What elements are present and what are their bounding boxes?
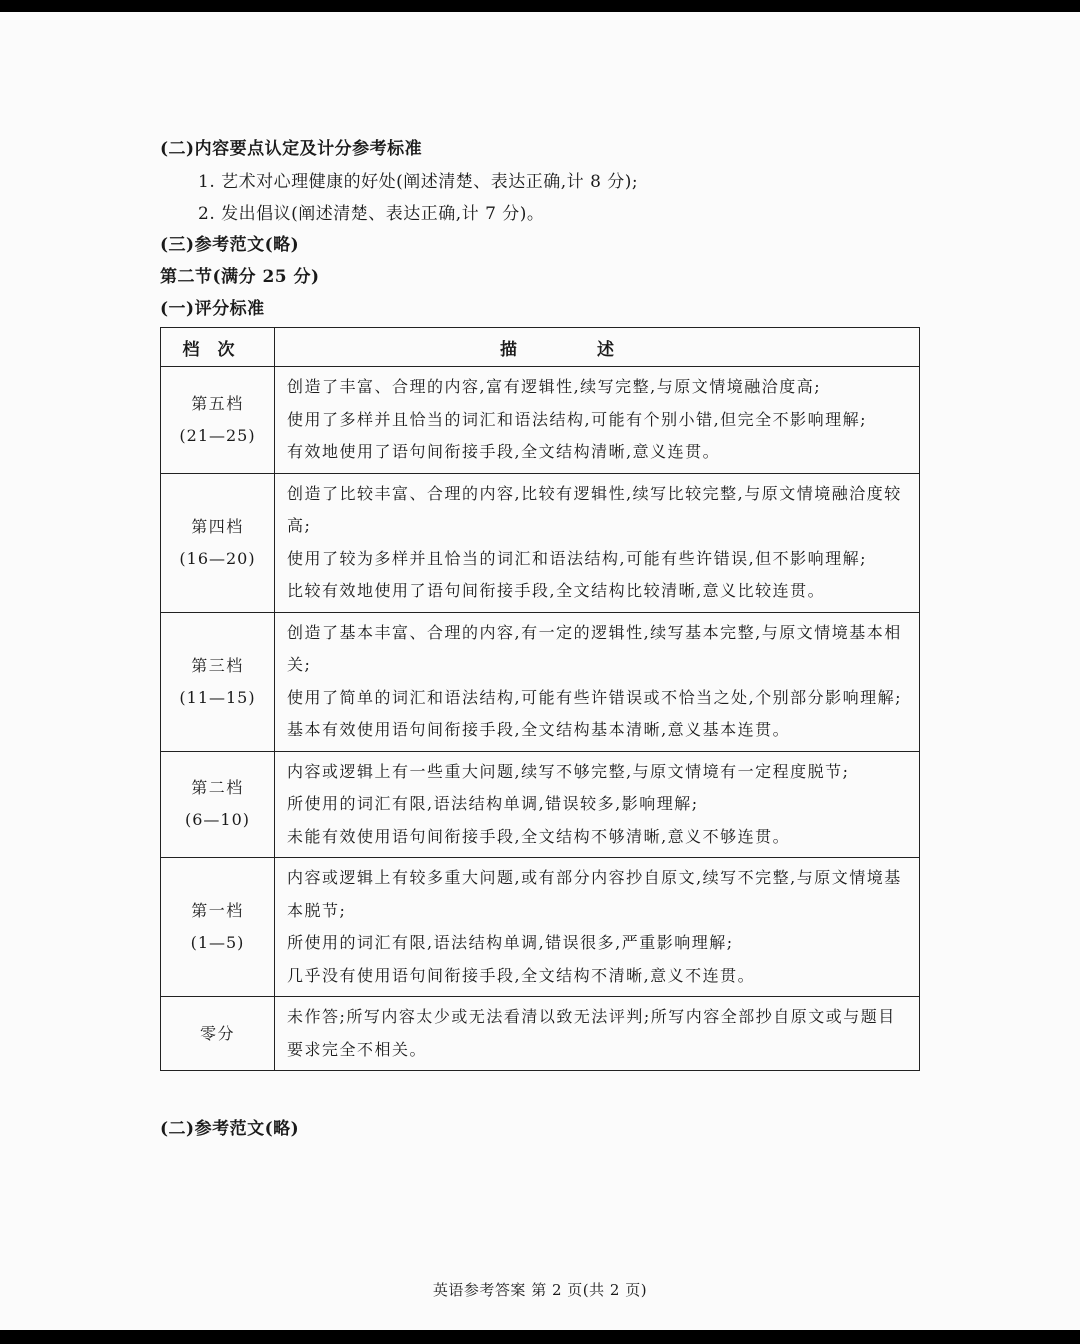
level-name: 第二档: [191, 778, 244, 798]
grading-table: [160, 327, 920, 1071]
description-line: 使用了多样并且恰当的词汇和语法结构,可能有个别小错,但完全不影响理解;: [287, 409, 868, 429]
content-point-2: 2. 发出倡议(阐述清楚、表达正确,计 7 分)。: [198, 204, 545, 224]
level-range: (11—15): [179, 687, 256, 707]
description-line: 所使用的词汇有限,语法结构单调,错误很多,严重影响理解;: [287, 933, 734, 952]
level-range: (21—25): [179, 425, 256, 445]
section-title: 第二节(满分 25 分): [160, 267, 320, 287]
description-line: 创造了基本丰富、合理的内容,有一定的逻辑性,续写基本完整,与原文情境基本相关;: [287, 622, 902, 674]
level-name: 第一档: [191, 901, 244, 920]
description-line: 使用了简单的词汇和语法结构,可能有些许错误或不恰当之处,个别部分影响理解;: [287, 687, 903, 707]
description-line: 内容或逻辑上有一些重大问题,续写不够完整,与原文情境有一定程度脱节;: [287, 761, 850, 781]
description-line: 创造了比较丰富、合理的内容,比较有逻辑性,续写比较完整,与原文情境融洽度较高;: [287, 483, 902, 535]
description-cell: [275, 751, 920, 858]
level-name: 零分: [199, 1023, 235, 1043]
table-row: [161, 473, 920, 612]
description-line: 几乎没有使用语句间衔接手段,全文结构不清晰,意义不连贯。: [287, 965, 756, 985]
table-row: [161, 858, 920, 997]
level-cell: [161, 473, 275, 612]
description-line: 使用了较为多样并且恰当的词汇和语法结构,可能有些许错误,但不影响理解;: [287, 548, 868, 568]
description-line: 内容或逻辑上有较多重大问题,或有部分内容抄自原文,续写不完整,与原文情境基本脱节;: [287, 868, 902, 920]
level-range: (6—10): [184, 810, 251, 830]
description-line: 基本有效使用语句间衔接手段,全文结构基本清晰,意义基本连贯。: [287, 720, 791, 739]
table-row: [161, 997, 920, 1071]
level-name: 第五档: [191, 393, 244, 413]
description-line: 所使用的词汇有限,语法结构单调,错误较多,影响理解;: [287, 794, 699, 813]
grading-criteria-heading: (一)评分标准: [160, 299, 265, 319]
description-line: 创造了丰富、合理的内容,富有逻辑性,续写完整,与原文情境融洽度高;: [287, 377, 822, 396]
document-page: [0, 12, 1080, 1330]
page-footer: 英语参考答案 第 2 页(共 2 页): [432, 1281, 648, 1299]
level-cell: [161, 367, 275, 474]
level-name: 第三档: [191, 655, 244, 675]
level-range: (1—5): [190, 933, 245, 952]
description-line: 未能有效使用语句间衔接手段,全文结构不够清晰,意义不够连贯。: [287, 826, 791, 846]
description-line: 未作答;所写内容太少或无法看清以致无法评判;所写内容全部抄自原文或与题目要求完全不相关。: [287, 1007, 896, 1059]
level-cell: [161, 612, 275, 751]
level-cell: [161, 997, 275, 1071]
level-name: 第四档: [191, 516, 244, 536]
sample-essay-heading: (三)参考范文(略): [160, 235, 300, 255]
level-cell: [161, 858, 275, 997]
header-level: 档次: [161, 328, 275, 367]
content-point-1: 1. 艺术对心理健康的好处(阐述清楚、表达正确,计 8 分);: [198, 172, 639, 192]
description-line: 有效地使用了语句间衔接手段,全文结构清晰,意义连贯。: [287, 442, 721, 461]
description-cell: [275, 367, 920, 474]
description-cell: [275, 997, 920, 1071]
description-cell: [275, 612, 920, 751]
content-criteria-heading: (二)内容要点认定及计分参考标准: [160, 139, 423, 159]
header-description: 描述: [275, 328, 920, 367]
description-cell: [275, 858, 920, 997]
level-cell: [161, 751, 275, 858]
description-line: 比较有效地使用了语句间衔接手段,全文结构比较清晰,意义比较连贯。: [287, 581, 826, 600]
sample-essay-heading-2: (二)参考范文(略): [160, 1119, 300, 1139]
table-row: [161, 751, 920, 858]
table-row: [161, 367, 920, 474]
table-row: [161, 612, 920, 751]
description-cell: [275, 473, 920, 612]
level-range: (16—20): [179, 548, 256, 568]
table-header-row: [161, 328, 920, 367]
